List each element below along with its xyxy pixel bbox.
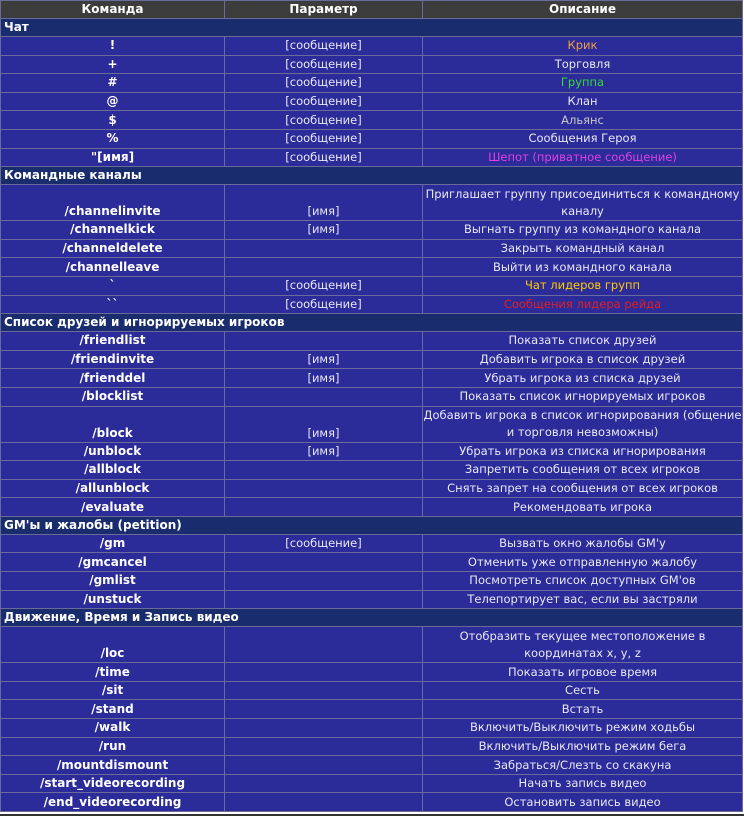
command-cell: /sit <box>1 681 225 700</box>
param-cell <box>225 719 423 738</box>
command-cell: $ <box>1 111 225 130</box>
description-cell: Снять запрет на сообщения от всех игроков <box>423 479 743 498</box>
param-cell <box>225 737 423 756</box>
table-row <box>1 276 743 295</box>
table-row <box>1 185 743 221</box>
command-cell: /unstuck <box>1 590 225 609</box>
param-cell: [сообщение] <box>225 37 423 56</box>
table-row <box>1 461 743 480</box>
section-header-row <box>1 314 743 332</box>
description-cell: Торговля <box>423 55 743 74</box>
table-row <box>1 332 743 351</box>
param-cell <box>225 258 423 277</box>
command-cell: /friendinvite <box>1 350 225 369</box>
description-cell: Выйти из командного канала <box>423 258 743 277</box>
param-cell <box>225 793 423 812</box>
table-row <box>1 719 743 738</box>
param-cell <box>225 572 423 591</box>
table-row <box>1 498 743 517</box>
param-cell: [сообщение] <box>225 74 423 93</box>
param-cell <box>225 479 423 498</box>
command-cell: "[имя] <box>1 148 225 167</box>
param-cell: [сообщение] <box>225 148 423 167</box>
param-cell <box>225 387 423 406</box>
command-cell: % <box>1 129 225 148</box>
description-cell: Начать запись видео <box>423 774 743 793</box>
command-cell: /gmcancel <box>1 553 225 572</box>
header-command: Команда <box>1 1 225 19</box>
param-cell: [имя] <box>225 350 423 369</box>
table-row <box>1 92 743 111</box>
table-row <box>1 793 743 812</box>
description-cell: Альянс <box>423 111 743 130</box>
param-cell: [имя] <box>225 185 423 221</box>
param-cell: [сообщение] <box>225 55 423 74</box>
section-title: GM'ы и жалобы (petition) <box>1 516 743 534</box>
command-cell: # <box>1 74 225 93</box>
table-row <box>1 479 743 498</box>
command-cell: /evaluate <box>1 498 225 517</box>
param-cell <box>225 590 423 609</box>
param-cell: [имя] <box>225 406 423 442</box>
section-header-row <box>1 609 743 627</box>
command-cell: /walk <box>1 719 225 738</box>
command-cell: /channelkick <box>1 221 225 240</box>
table-row <box>1 534 743 553</box>
table-row <box>1 129 743 148</box>
description-cell: Добавить игрока в список друзей <box>423 350 743 369</box>
param-cell <box>225 239 423 258</box>
command-cell: /allblock <box>1 461 225 480</box>
param-cell: [имя] <box>225 369 423 388</box>
command-cell: /allunblock <box>1 479 225 498</box>
command-cell: /blocklist <box>1 387 225 406</box>
section-header-row <box>1 19 743 37</box>
command-cell: /channeldelete <box>1 239 225 258</box>
description-cell: Приглашает группу присоединиться к командному каналу <box>423 185 743 221</box>
command-cell: /start_videorecording <box>1 774 225 793</box>
param-cell <box>225 553 423 572</box>
section-header-row <box>1 167 743 185</box>
table-row <box>1 737 743 756</box>
section-title: Список друзей и игнорируемых игроков <box>1 314 743 332</box>
table-row <box>1 387 743 406</box>
description-cell: Показать список игнорируемых игроков <box>423 387 743 406</box>
section-title: Движение, Время и Запись видео <box>1 609 743 627</box>
description-cell: Выгнать группу из командного канала <box>423 221 743 240</box>
description-cell: Клан <box>423 92 743 111</box>
table-row <box>1 774 743 793</box>
bottom-divider <box>0 814 744 816</box>
description-cell: Вызвать окно жалобы GM'у <box>423 534 743 553</box>
description-cell: Шепот (приватное сообщение) <box>423 148 743 167</box>
command-cell: /channelinvite <box>1 185 225 221</box>
description-cell: Включить/Выключить режим бега <box>423 737 743 756</box>
table-row <box>1 295 743 314</box>
param-cell <box>225 700 423 719</box>
table-body <box>1 19 743 812</box>
description-cell: Забраться/Слезть со скакуна <box>423 756 743 775</box>
table-row <box>1 700 743 719</box>
section-header-row <box>1 516 743 534</box>
description-cell: Сесть <box>423 681 743 700</box>
command-cell: /gmlist <box>1 572 225 591</box>
command-cell: /stand <box>1 700 225 719</box>
table-header-row <box>1 1 743 19</box>
description-cell: Группа <box>423 74 743 93</box>
table-row <box>1 406 743 442</box>
param-cell: [имя] <box>225 442 423 461</box>
param-cell: [сообщение] <box>225 276 423 295</box>
description-cell: Крик <box>423 37 743 56</box>
param-cell <box>225 332 423 351</box>
param-cell: [сообщение] <box>225 129 423 148</box>
description-cell: Телепортирует вас, если вы застряли <box>423 590 743 609</box>
description-cell: Отменить уже отправленную жалобу <box>423 553 743 572</box>
table-row <box>1 37 743 56</box>
table-row <box>1 350 743 369</box>
description-cell: Чат лидеров групп <box>423 276 743 295</box>
description-cell: Включить/Выключить режим ходьбы <box>423 719 743 738</box>
description-cell: Остановить запись видео <box>423 793 743 812</box>
description-cell: Закрыть командный канал <box>423 239 743 258</box>
param-cell <box>225 756 423 775</box>
description-cell: Показать список друзей <box>423 332 743 351</box>
table-row <box>1 756 743 775</box>
table-row <box>1 572 743 591</box>
table-row <box>1 681 743 700</box>
table-row <box>1 239 743 258</box>
table-row <box>1 663 743 682</box>
param-cell <box>225 627 423 663</box>
section-title: Чат <box>1 19 743 37</box>
table-row <box>1 111 743 130</box>
param-cell <box>225 663 423 682</box>
description-cell: Показать игровое время <box>423 663 743 682</box>
command-cell: @ <box>1 92 225 111</box>
description-cell: Убрать игрока из списка игнорирования <box>423 442 743 461</box>
table-row <box>1 258 743 277</box>
command-cell: /friendlist <box>1 332 225 351</box>
header-description: Описание <box>423 1 743 19</box>
param-cell: [сообщение] <box>225 534 423 553</box>
description-cell: Сообщения лидера рейда <box>423 295 743 314</box>
command-cell: ! <box>1 37 225 56</box>
table-row <box>1 553 743 572</box>
description-cell: Отобразить текущее местоположение в координатах x, y, z <box>423 627 743 663</box>
description-cell: Запретить сообщения от всех игроков <box>423 461 743 480</box>
param-cell <box>225 498 423 517</box>
param-cell <box>225 774 423 793</box>
table-row <box>1 55 743 74</box>
command-cell: `` <box>1 295 225 314</box>
description-cell: Рекомендовать игрока <box>423 498 743 517</box>
command-cell: /run <box>1 737 225 756</box>
command-cell: /gm <box>1 534 225 553</box>
param-cell: [имя] <box>225 221 423 240</box>
command-cell: /loc <box>1 627 225 663</box>
description-cell: Сообщения Героя <box>423 129 743 148</box>
table-row <box>1 221 743 240</box>
param-cell <box>225 461 423 480</box>
table-row <box>1 369 743 388</box>
description-cell: Посмотреть список доступных GM'ов <box>423 572 743 591</box>
param-cell: [сообщение] <box>225 295 423 314</box>
command-cell: /frienddel <box>1 369 225 388</box>
description-cell: Добавить игрока в список игнорирования (общение и торговля невозможны) <box>423 406 743 442</box>
section-title: Командные каналы <box>1 167 743 185</box>
command-cell: /channelleave <box>1 258 225 277</box>
command-cell: ` <box>1 276 225 295</box>
description-cell: Убрать игрока из списка друзей <box>423 369 743 388</box>
command-cell: /block <box>1 406 225 442</box>
header-param: Параметр <box>225 1 423 19</box>
command-cell: /end_videorecording <box>1 793 225 812</box>
table-row <box>1 74 743 93</box>
table-row <box>1 627 743 663</box>
param-cell <box>225 681 423 700</box>
command-cell: /unblock <box>1 442 225 461</box>
command-cell: /mountdismount <box>1 756 225 775</box>
table-row <box>1 590 743 609</box>
param-cell: [сообщение] <box>225 92 423 111</box>
table-row <box>1 442 743 461</box>
command-cell: + <box>1 55 225 74</box>
description-cell: Встать <box>423 700 743 719</box>
table-row <box>1 148 743 167</box>
param-cell: [сообщение] <box>225 111 423 130</box>
command-cell: /time <box>1 663 225 682</box>
